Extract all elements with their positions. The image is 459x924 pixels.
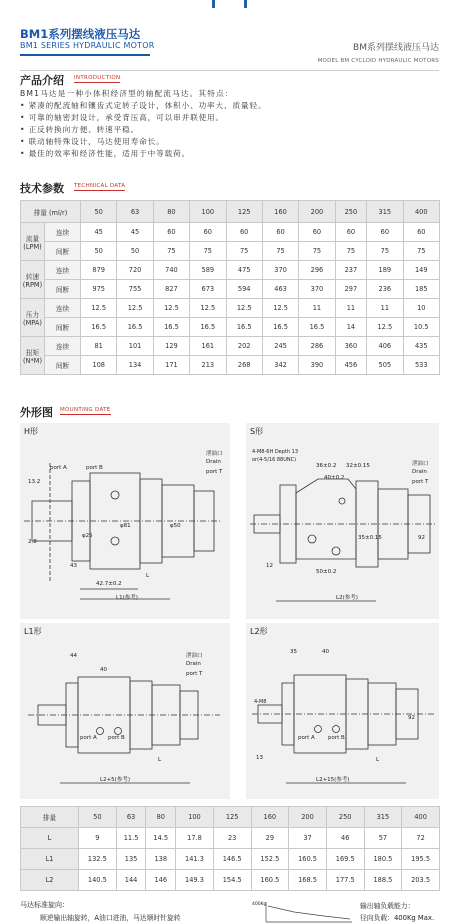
h-note-port-b: port B bbox=[86, 465, 103, 471]
page-header bbox=[20, 26, 439, 72]
drawing-s-type bbox=[246, 423, 439, 619]
dims-value-cell: 188.5 bbox=[364, 870, 402, 891]
rotation-title: 马达标准旋向： bbox=[20, 901, 69, 909]
l1-note-drain: Drain bbox=[186, 661, 201, 667]
tech-value-cell: 81 bbox=[81, 337, 117, 356]
drawing-l2-type bbox=[246, 623, 439, 799]
dims-header-displacement: 80 bbox=[146, 807, 176, 828]
s-type-label: S形 bbox=[250, 427, 264, 436]
tech-value-cell: 75 bbox=[190, 242, 226, 261]
dims-value-cell: 57 bbox=[364, 828, 402, 849]
tech-value-cell: 16.5 bbox=[190, 318, 226, 337]
dims-value-cell: 160.5 bbox=[251, 870, 289, 891]
tech-value-cell: 45 bbox=[81, 223, 117, 242]
tech-value-cell: 12.5 bbox=[226, 299, 262, 318]
top-decor-strip bbox=[0, 0, 459, 12]
tech-value-cell: 268 bbox=[226, 356, 262, 375]
tech-value-cell: 16.5 bbox=[117, 318, 153, 337]
mount-tag: MOUNTING DATE bbox=[60, 407, 111, 413]
dims-value-cell: 17.8 bbox=[176, 828, 214, 849]
dims-header-displacement: 160 bbox=[251, 807, 289, 828]
tech-value-cell: 406 bbox=[367, 337, 403, 356]
tech-value-cell: 237 bbox=[335, 261, 367, 280]
tech-value-cell: 533 bbox=[403, 356, 439, 375]
s-note-dia: 92 bbox=[418, 535, 425, 541]
tech-header-displacement: 400 bbox=[403, 201, 439, 223]
tech-value-cell: 45 bbox=[117, 223, 153, 242]
l2-type-label: L2形 bbox=[250, 627, 268, 636]
s-note-thread: 4-M8-6H Depth 13 bbox=[252, 449, 298, 455]
dims-value-cell: 146.5 bbox=[213, 849, 251, 870]
l1-type-outline bbox=[20, 623, 230, 799]
dims-header-label: 排量 bbox=[21, 807, 79, 828]
tech-value-cell: 360 bbox=[335, 337, 367, 356]
tech-value-cell: 189 bbox=[367, 261, 403, 280]
h-note-dim: 43 bbox=[70, 563, 77, 569]
s-note-dim: 35±0.15 bbox=[358, 535, 382, 541]
tech-spec-table bbox=[20, 200, 440, 375]
s-note-drain: Drain bbox=[412, 469, 427, 475]
s-note-dim: 12 bbox=[266, 563, 273, 569]
h-type-outline bbox=[20, 423, 230, 619]
h-note-drain: Drain bbox=[206, 459, 221, 465]
tech-value-cell: 60 bbox=[367, 223, 403, 242]
tech-row bbox=[21, 242, 440, 261]
tech-row bbox=[21, 318, 440, 337]
tech-group-cell bbox=[21, 299, 45, 337]
tech-sub-label: 连续 bbox=[45, 223, 81, 242]
dims-value-cell: 177.5 bbox=[326, 870, 364, 891]
tech-value-cell: 505 bbox=[367, 356, 403, 375]
intro-point: • 正反转换向方便、转速平稳。 bbox=[20, 125, 140, 134]
tech-value-cell: 10.5 bbox=[403, 318, 439, 337]
drawing-l1-type bbox=[20, 623, 230, 799]
dims-value-cell: 168.5 bbox=[289, 870, 327, 891]
dims-value-cell: 195.5 bbox=[402, 849, 440, 870]
tech-group-unit: (MPA) bbox=[23, 318, 42, 327]
dims-row bbox=[21, 849, 440, 870]
tech-value-cell: 60 bbox=[262, 223, 298, 242]
tech-value-cell: 11 bbox=[335, 299, 367, 318]
intro-tag: INTRODUCTION bbox=[74, 75, 121, 81]
dims-value-cell: 23 bbox=[213, 828, 251, 849]
l2-note-dim: 35 bbox=[290, 649, 297, 655]
dims-value-cell: 135 bbox=[116, 849, 146, 870]
l2-type-outline bbox=[246, 623, 439, 799]
tech-value-cell: 12.5 bbox=[117, 299, 153, 318]
header-divider bbox=[20, 70, 439, 71]
tech-sub-label: 间断 bbox=[45, 356, 81, 375]
intro-point: • 联动轴特殊设计，马达使用寿命长。 bbox=[20, 137, 165, 146]
tech-value-cell: 75 bbox=[335, 242, 367, 261]
tech-value-cell: 16.5 bbox=[299, 318, 335, 337]
tech-value-cell: 171 bbox=[153, 356, 189, 375]
dims-value-cell: 154.5 bbox=[213, 870, 251, 891]
tech-value-cell: 60 bbox=[403, 223, 439, 242]
tech-value-cell: 134 bbox=[117, 356, 153, 375]
tech-value-cell: 60 bbox=[153, 223, 189, 242]
tech-header-displacement: 63 bbox=[117, 201, 153, 223]
l1-note-port-t: port T bbox=[186, 671, 203, 677]
tech-value-cell: 827 bbox=[153, 280, 189, 299]
l2-note-dim: 13 bbox=[256, 755, 263, 761]
tech-value-cell: 463 bbox=[262, 280, 298, 299]
tech-value-cell: 297 bbox=[335, 280, 367, 299]
tech-value-cell: 75 bbox=[403, 242, 439, 261]
dims-value-cell: 37 bbox=[289, 828, 327, 849]
tech-value-cell: 10 bbox=[403, 299, 439, 318]
tech-value-cell: 740 bbox=[153, 261, 189, 280]
s-note-dim: 32±0.15 bbox=[346, 463, 370, 469]
dims-header-row bbox=[21, 807, 440, 828]
tech-value-cell: 185 bbox=[403, 280, 439, 299]
tech-value-cell: 11 bbox=[367, 299, 403, 318]
tech-group-cell bbox=[21, 261, 45, 299]
h-type-label: H形 bbox=[24, 427, 39, 436]
tech-value-cell: 16.5 bbox=[81, 318, 117, 337]
dimension-table bbox=[20, 806, 440, 891]
s-note-dim: 36±0.2 bbox=[316, 463, 337, 469]
dims-row bbox=[21, 870, 440, 891]
tech-sub-label: 间断 bbox=[45, 318, 81, 337]
intro-point: • 最佳的效率和经济性能，适用于中等载荷。 bbox=[20, 149, 191, 158]
tech-group-unit: (LPM) bbox=[23, 242, 42, 251]
tech-value-cell: 75 bbox=[367, 242, 403, 261]
brand-underline bbox=[20, 54, 150, 56]
tech-value-cell: 161 bbox=[190, 337, 226, 356]
dims-value-cell: 9 bbox=[79, 828, 117, 849]
tech-value-cell: 50 bbox=[117, 242, 153, 261]
tech-value-cell: 370 bbox=[299, 280, 335, 299]
l1-type-label: L1形 bbox=[24, 627, 42, 636]
intro-title: 产品介绍 bbox=[20, 74, 64, 87]
tech-header-displacement: 315 bbox=[367, 201, 403, 223]
tech-value-cell: 879 bbox=[81, 261, 117, 280]
tech-row bbox=[21, 261, 440, 280]
tech-group-cell bbox=[21, 337, 45, 375]
l2-note-thread: 4-M8 bbox=[254, 699, 267, 705]
dims-value-cell: 169.5 bbox=[326, 849, 364, 870]
l2-note-port-a: port A bbox=[298, 735, 315, 741]
tech-value-cell: 245 bbox=[262, 337, 298, 356]
h-note-dim: 42.7±0.2 bbox=[96, 581, 122, 587]
tech-header-displacement: 50 bbox=[81, 201, 117, 223]
tech-value-cell: 16.5 bbox=[226, 318, 262, 337]
tech-row bbox=[21, 337, 440, 356]
tech-value-cell: 14 bbox=[335, 318, 367, 337]
dims-header-displacement: 315 bbox=[364, 807, 402, 828]
dims-value-cell: 138 bbox=[146, 849, 176, 870]
l1-note-length: L bbox=[158, 757, 162, 763]
dims-value-cell: 14.5 bbox=[146, 828, 176, 849]
tech-value-cell: 435 bbox=[403, 337, 439, 356]
bearing-title: 输出轴负载能力： bbox=[360, 902, 415, 910]
l1-note-drain: 泄油口 bbox=[186, 653, 203, 659]
tech-value-cell: 60 bbox=[299, 223, 335, 242]
rotation-detail: 顺逆输出轴旋转，A油口进油，马达顺时针旋转 bbox=[40, 914, 181, 922]
top-tick-left bbox=[212, 0, 215, 8]
h-note-dim: 13.2 bbox=[28, 479, 41, 485]
tech-group-name: 压力 bbox=[25, 310, 40, 319]
tech-value-cell: 720 bbox=[117, 261, 153, 280]
s-note-drain: 泄油口 bbox=[412, 461, 429, 467]
dims-value-cell: 141.3 bbox=[176, 849, 214, 870]
tech-value-cell: 101 bbox=[117, 337, 153, 356]
tech-header-displacement: 160 bbox=[262, 201, 298, 223]
dims-row-label: L1 bbox=[21, 849, 79, 870]
tech-group-name: 流量 bbox=[25, 234, 40, 243]
l1-note-port-b: port B bbox=[108, 735, 125, 741]
footer-notes bbox=[20, 898, 440, 924]
h-note-length: L bbox=[146, 573, 150, 579]
tech-value-cell: 12.5 bbox=[367, 318, 403, 337]
tech-group-unit: (N*M) bbox=[22, 356, 43, 365]
tech-value-cell: 149 bbox=[403, 261, 439, 280]
dims-header-displacement: 50 bbox=[79, 807, 117, 828]
l2-note-length: L2+15(参考) bbox=[316, 777, 350, 783]
h-note-port-t: port T bbox=[206, 469, 223, 475]
intro-point: • 可靠的轴密封设计，承受背压高，可以串并联使用。 bbox=[20, 113, 225, 122]
dims-value-cell: 140.5 bbox=[79, 870, 117, 891]
tech-header-displacement: 250 bbox=[335, 201, 367, 223]
tech-value-cell: 12.5 bbox=[190, 299, 226, 318]
dims-value-cell: 11.5 bbox=[116, 828, 146, 849]
tech-tag: TECHNICAL DATA bbox=[74, 183, 126, 189]
tech-value-cell: 75 bbox=[262, 242, 298, 261]
l2-note-port-b: port B bbox=[328, 735, 345, 741]
s-note-dim: 50±0.2 bbox=[316, 569, 337, 575]
tech-value-cell: 12.5 bbox=[81, 299, 117, 318]
h-note-dia: φ50 bbox=[170, 523, 181, 529]
h-note-dia: φ81 bbox=[120, 523, 131, 529]
dims-value-cell: 160.5 bbox=[289, 849, 327, 870]
tech-row bbox=[21, 280, 440, 299]
tech-value-cell: 75 bbox=[299, 242, 335, 261]
tech-value-cell: 16.5 bbox=[262, 318, 298, 337]
brand-subtitle: BM1 SERIES HYDRAULIC MOTOR bbox=[20, 41, 155, 50]
tech-sub-label: 连续 bbox=[45, 299, 81, 318]
tech-value-cell: 129 bbox=[153, 337, 189, 356]
dims-header-displacement: 125 bbox=[213, 807, 251, 828]
tech-header-label: 排量 (ml/r) bbox=[21, 201, 81, 223]
bearing-value: 径向负载：400Kg Max. bbox=[360, 914, 435, 922]
tech-row bbox=[21, 223, 440, 242]
tech-group-unit: (RPM) bbox=[22, 280, 43, 289]
load-chart-sketch bbox=[264, 900, 354, 924]
tech-value-cell: 60 bbox=[226, 223, 262, 242]
load-chart-label: 400Kg bbox=[252, 902, 267, 907]
dims-value-cell: 144 bbox=[116, 870, 146, 891]
series-subtitle: MODEL BM CYCLOID HYDRAULIC MOTORS bbox=[317, 58, 439, 64]
top-tick-right bbox=[244, 0, 247, 8]
l2-note-dia: 92 bbox=[408, 715, 415, 721]
tech-value-cell: 16.5 bbox=[153, 318, 189, 337]
tech-value-cell: 75 bbox=[226, 242, 262, 261]
tech-value-cell: 60 bbox=[190, 223, 226, 242]
tech-value-cell: 673 bbox=[190, 280, 226, 299]
tech-title: 技术参数 bbox=[20, 182, 64, 195]
h-note-dia: φ25 bbox=[82, 533, 93, 539]
tech-header-displacement: 100 bbox=[190, 201, 226, 223]
tech-value-cell: 296 bbox=[299, 261, 335, 280]
dims-value-cell: 72 bbox=[402, 828, 440, 849]
l1-note-dim: 44 bbox=[70, 653, 77, 659]
tech-value-cell: 108 bbox=[81, 356, 117, 375]
tech-group-cell bbox=[21, 223, 45, 261]
tech-value-cell: 390 bbox=[299, 356, 335, 375]
drawing-h-type bbox=[20, 423, 230, 619]
tech-value-cell: 594 bbox=[226, 280, 262, 299]
tech-value-cell: 286 bbox=[299, 337, 335, 356]
l2-note-dim: 40 bbox=[322, 649, 329, 655]
tech-value-cell: 456 bbox=[335, 356, 367, 375]
s-note-port-t: port T bbox=[412, 479, 429, 485]
h-note-port-a: port A bbox=[50, 465, 67, 471]
tech-value-cell: 12.5 bbox=[153, 299, 189, 318]
tech-value-cell: 342 bbox=[262, 356, 298, 375]
tech-value-cell: 370 bbox=[262, 261, 298, 280]
dims-header-displacement: 250 bbox=[326, 807, 364, 828]
tech-value-cell: 755 bbox=[117, 280, 153, 299]
s-note-dim: 40±0.2 bbox=[324, 475, 345, 481]
series-title: BM系列摆线液压马达 bbox=[353, 43, 439, 53]
tech-sub-label: 连续 bbox=[45, 337, 81, 356]
dims-row bbox=[21, 828, 440, 849]
tech-value-cell: 50 bbox=[81, 242, 117, 261]
brand-title: BM1系列摆线液压马达 bbox=[20, 27, 141, 41]
dims-value-cell: 146 bbox=[146, 870, 176, 891]
l2-note-length: L bbox=[376, 757, 380, 763]
dims-value-cell: 203.5 bbox=[402, 870, 440, 891]
tech-header-displacement: 200 bbox=[299, 201, 335, 223]
tech-sub-label: 间断 bbox=[45, 280, 81, 299]
dims-row-label: L bbox=[21, 828, 79, 849]
dims-header-displacement: 200 bbox=[289, 807, 327, 828]
tech-row bbox=[21, 356, 440, 375]
s-note-thread: or(4-5/16 88UNC) bbox=[252, 457, 297, 463]
tech-value-cell: 589 bbox=[190, 261, 226, 280]
dims-header-displacement: 100 bbox=[176, 807, 214, 828]
l1-note-port-a: port A bbox=[80, 735, 97, 741]
tech-group-name: 扭矩 bbox=[25, 348, 40, 357]
dims-value-cell: 180.5 bbox=[364, 849, 402, 870]
dims-row-label: L2 bbox=[21, 870, 79, 891]
tech-row bbox=[21, 299, 440, 318]
s-note-length: L2(参考) bbox=[336, 595, 358, 601]
l1-note-length: L2+5(参考) bbox=[100, 777, 130, 783]
l1-note-dim: 40 bbox=[100, 667, 107, 673]
dims-value-cell: 149.3 bbox=[176, 870, 214, 891]
tech-value-cell: 213 bbox=[190, 356, 226, 375]
tech-header-displacement: 80 bbox=[153, 201, 189, 223]
tech-value-cell: 11 bbox=[299, 299, 335, 318]
dims-header-displacement: 63 bbox=[116, 807, 146, 828]
intro-points bbox=[20, 100, 440, 160]
tech-sub-label: 间断 bbox=[45, 242, 81, 261]
tech-value-cell: 236 bbox=[367, 280, 403, 299]
tech-header-row bbox=[21, 201, 440, 223]
tech-value-cell: 75 bbox=[153, 242, 189, 261]
h-note-dim: 2.8 bbox=[28, 539, 37, 545]
dims-value-cell: 152.5 bbox=[251, 849, 289, 870]
dims-value-cell: 29 bbox=[251, 828, 289, 849]
tech-header-displacement: 125 bbox=[226, 201, 262, 223]
dims-header-displacement: 400 bbox=[402, 807, 440, 828]
dims-value-cell: 132.5 bbox=[79, 849, 117, 870]
tech-value-cell: 975 bbox=[81, 280, 117, 299]
dims-value-cell: 46 bbox=[326, 828, 364, 849]
tech-sub-label: 连续 bbox=[45, 261, 81, 280]
tech-value-cell: 60 bbox=[335, 223, 367, 242]
intro-text bbox=[20, 88, 440, 160]
tech-group-name: 转速 bbox=[25, 272, 40, 281]
h-note-drain: 泄油口 bbox=[206, 451, 223, 457]
intro-lead: BM1马达是一种小体积经济型的轴配流马达。其特点： bbox=[20, 89, 234, 98]
h-note-length: L1(参考) bbox=[116, 595, 138, 601]
tech-value-cell: 475 bbox=[226, 261, 262, 280]
tech-value-cell: 12.5 bbox=[262, 299, 298, 318]
mount-title: 外形图 bbox=[20, 406, 53, 419]
tech-value-cell: 202 bbox=[226, 337, 262, 356]
intro-point: • 紧凑的配流轴和镶齿式定转子设计，体积小、功率大、质量轻。 bbox=[20, 101, 267, 110]
